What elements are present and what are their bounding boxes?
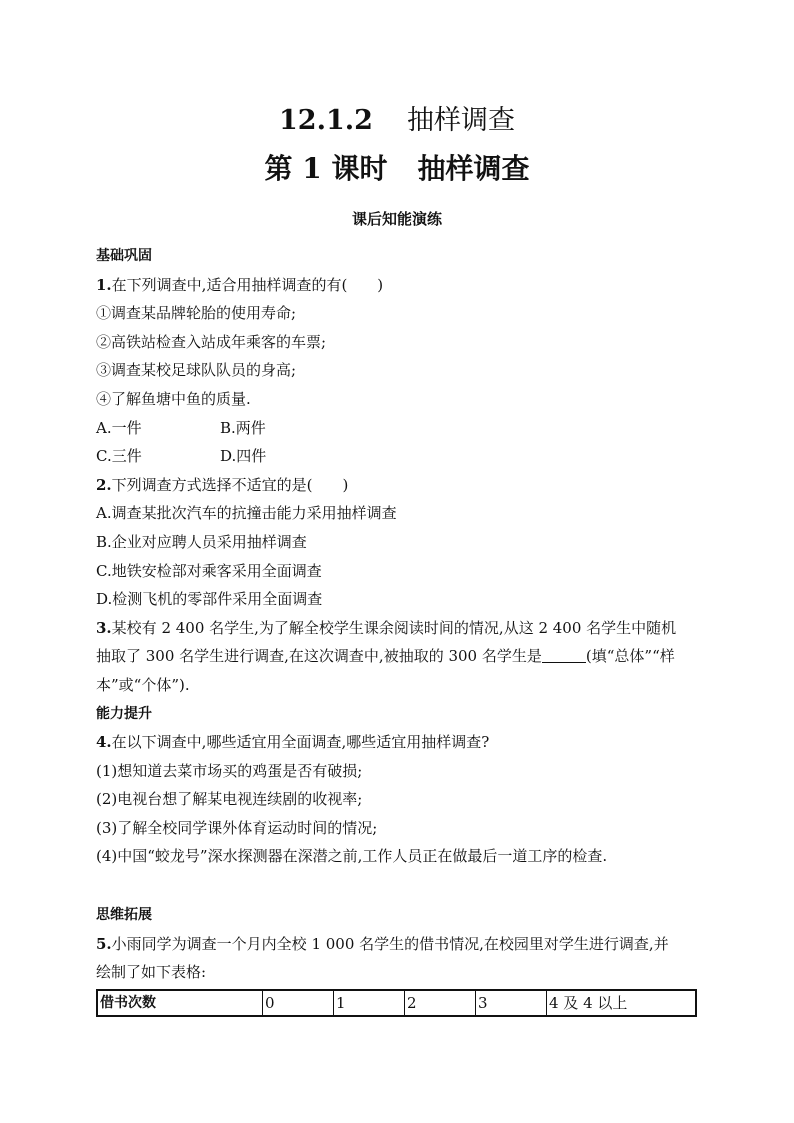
q1-item: ①调查某品牌轮胎的使用寿命;: [96, 304, 297, 323]
q2-option-a: A.调查某批次汽车的抗撞击能力采用抽样调查: [96, 504, 397, 523]
q2-option-c: C.地铁安检部对乘客采用全面调查: [96, 561, 322, 580]
table-row: [97, 990, 696, 1016]
q5-line: 5.小雨同学为调查一个月内全校 1 000 名学生的借书情况,在校园里对学生进行调查,并: [96, 934, 669, 953]
q4-item: (4)中国“蛟龙号”深水探测器在深潜之前,工作人员正在做最后一道工序的检查.: [96, 847, 608, 866]
q1-item: ②高铁站检查入站成年乘客的车票;: [96, 332, 327, 351]
q1-option-b: B.两件: [220, 418, 266, 437]
table-cell: 2: [405, 990, 476, 1016]
lesson-heading: [0, 150, 794, 188]
section-number: 12.1.2: [279, 105, 373, 136]
lesson-number: 第 1 课时: [264, 152, 388, 185]
q1-item: ③调查某校足球队队员的身高;: [96, 361, 297, 380]
q5-number: 5.: [96, 934, 112, 953]
q4-item: (1)想知道去菜市场买的鸡蛋是否有破损;: [96, 761, 363, 780]
q4-item: (3)了解全校同学课外体育运动时间的情况;: [96, 818, 378, 837]
q2-number: 2.: [96, 475, 112, 494]
q2-option-b: B.企业对应聘人员采用抽样调查: [96, 532, 307, 551]
q2-option-d: D.检测飞机的零部件采用全面调查: [96, 590, 323, 609]
section-title: 抽样调查: [406, 105, 515, 136]
q3-line: 抽取了 300 名学生进行调查,在这次调查中,被抽取的 300 名学生是 (填“总体”“样: [96, 647, 675, 666]
q1-number: 1.: [96, 275, 112, 294]
q3-line: 本”或“个体”).: [96, 675, 190, 694]
q1-options-row: [96, 414, 701, 443]
q4-stem: 4.在以下调查中,哪些适宜用全面调查,哪些适宜用抽样调查?: [96, 733, 490, 752]
table-cell: 1: [334, 990, 405, 1016]
section-basic: 基础巩固: [96, 248, 152, 264]
exercise-content: [96, 242, 701, 1017]
table-header-cell: 借书次数: [97, 990, 263, 1016]
table-cell: 0: [263, 990, 334, 1016]
q4-number: 4.: [96, 733, 112, 752]
section-extension: 思维拓展: [96, 907, 152, 924]
q1-options-row: [96, 442, 701, 471]
section-heading: [0, 103, 794, 139]
q1-option-d: D.四件: [220, 447, 267, 466]
q1-option-a: A.一件: [96, 418, 142, 437]
lesson-title: 抽样调查: [417, 152, 530, 185]
q3-number: 3.: [96, 618, 112, 637]
q2-stem: 2.下列调查方式选择不适宜的是( ): [96, 475, 349, 494]
q1-stem: 1.在下列调查中,适合用抽样调查的有( ): [96, 275, 384, 294]
borrow-count-table: [96, 989, 697, 1017]
answer-blank[interactable]: [542, 646, 586, 663]
q1-item: ④了解鱼塘中鱼的质量.: [96, 389, 251, 408]
q5-line: 绘制了如下表格:: [96, 963, 207, 982]
table-cell: 3: [476, 990, 547, 1016]
q1-option-c: C.三件: [96, 447, 142, 466]
table-cell: 4 及 4 以上: [547, 990, 697, 1016]
section-ability: 能力提升: [96, 705, 152, 722]
q3-line: 3.某校有 2 400 名学生,为了解全校学生课余阅读时间的情况,从这 2 400 名学生中随机: [96, 618, 677, 637]
page-subtitle: 课后知能演练: [351, 210, 442, 228]
q4-item: (2)电视台想了解某电视连续剧的收视率;: [96, 790, 363, 809]
